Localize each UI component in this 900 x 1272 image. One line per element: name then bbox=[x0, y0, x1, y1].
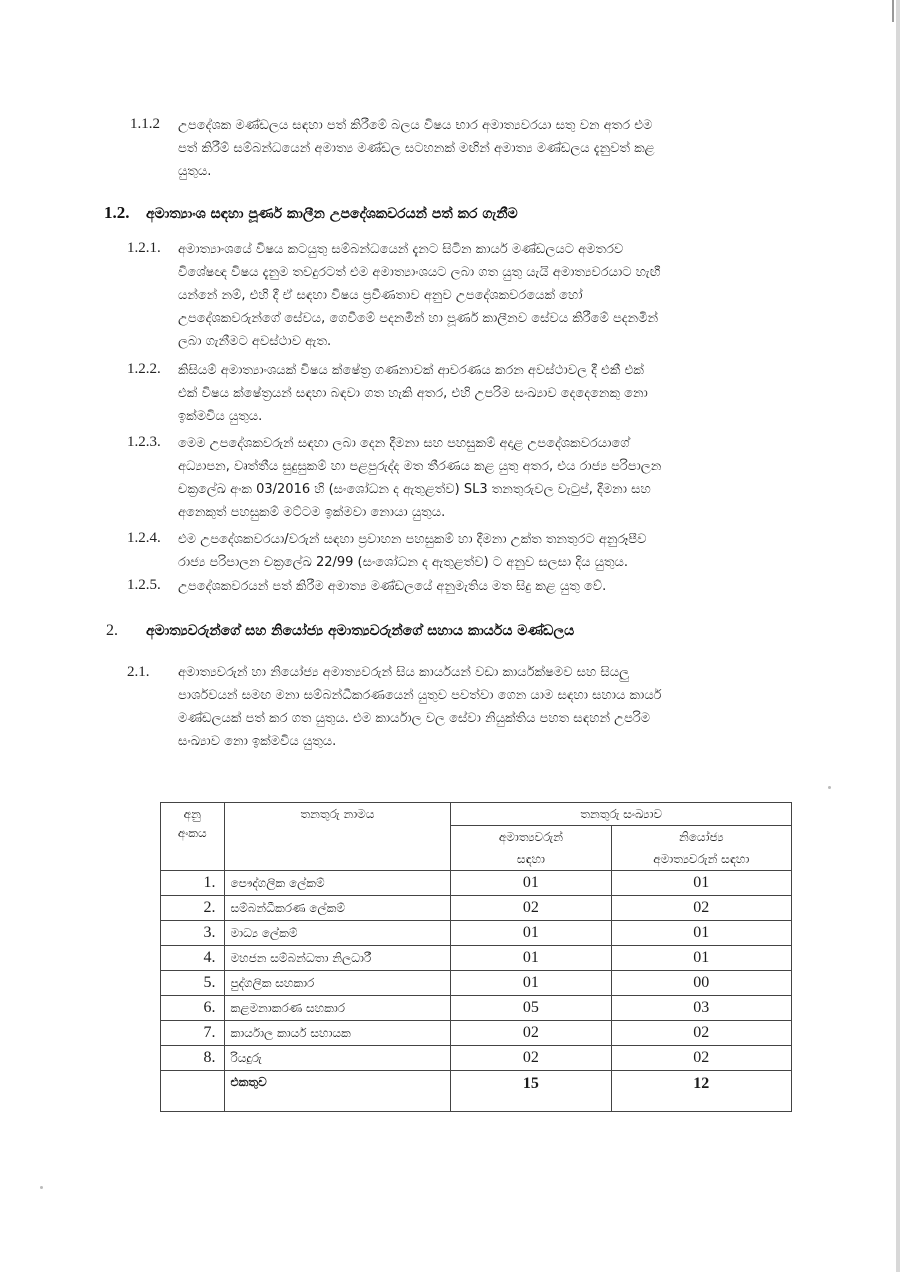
ministers-count: 02 bbox=[451, 896, 611, 921]
table-row bbox=[161, 996, 792, 1021]
deputy-count: 01 bbox=[611, 946, 791, 971]
paragraph-line: අනෙකුත් පහසුකම් මට්ටම ඉක්මවා නොයා යුතුය. bbox=[178, 505, 446, 520]
row-number: 6. bbox=[161, 996, 225, 1021]
total-deputy: 12 bbox=[611, 1071, 791, 1112]
header-deputy-ministers bbox=[611, 826, 791, 871]
paragraph-line: උපදේශකවරුන්ගේ සේවය, ගෙවීමේ පදනමින් හා පූර්ණ කාලීනව සේවය කිරීමේ පදනමින් bbox=[178, 311, 659, 326]
position-name: මාධ්‍ය ලේකම් bbox=[224, 921, 451, 946]
position-name: පුද්ගලික සහකාර bbox=[224, 971, 451, 996]
heading-number: 1.2. bbox=[104, 203, 130, 222]
paragraph-1-1-2 bbox=[178, 114, 756, 183]
section-number: 1.1.2 bbox=[130, 116, 160, 132]
table-row bbox=[161, 871, 792, 896]
table-row bbox=[161, 1046, 792, 1071]
header-position-name: තනතුරු නාමය bbox=[224, 803, 451, 871]
row-number: 8. bbox=[161, 1046, 225, 1071]
heading-number: 2. bbox=[106, 622, 118, 639]
paragraph-1-2-3 bbox=[178, 432, 756, 524]
position-name: සම්බන්ධීකරණ ලේකම් bbox=[224, 896, 451, 921]
paragraph-line: අමාත්‍යවරුන් හා නියෝජ්‍ය අමාත්‍යවරුන් සිය කාර්යයන් වඩා කාර්යක්ෂමව සහ සියලු bbox=[178, 665, 629, 680]
page-edge-shadow bbox=[896, 0, 900, 1272]
paragraph-1-2-4 bbox=[178, 528, 756, 574]
deputy-count: 02 bbox=[611, 896, 791, 921]
header-text: අමාත්‍යවරුන් bbox=[498, 830, 563, 844]
ministers-count: 01 bbox=[451, 921, 611, 946]
deputy-count: 03 bbox=[611, 996, 791, 1021]
header-text: සඳහා bbox=[516, 852, 545, 866]
paragraph-line: පත් කිරීම් සම්බන්ධයෙන් අමාත්‍ය මණ්ඩල සටහනක් මඟින් අමාත්‍ය මණ්ඩලය දැනුවත් කළ bbox=[178, 141, 655, 156]
paragraph-line: මෙම උපදේශකවරුන් සඳහා ලබා දෙන දීමනා සහ පහසුකම් අදාළ උපදේශකවරයාගේ bbox=[178, 436, 630, 451]
table-row bbox=[161, 921, 792, 946]
table-row bbox=[161, 896, 792, 921]
paragraph-1-2-1 bbox=[178, 238, 756, 353]
row-number: 7. bbox=[161, 1021, 225, 1046]
ministers-count: 02 bbox=[451, 1046, 611, 1071]
paragraph-line: එක් විෂය ක්ෂේත්‍රයන් සඳහා බඳවා ගත හැකි අතර, එහි උපරිම සංඛ්‍යාව දෙදෙනෙකු නො bbox=[178, 386, 648, 401]
paragraph-line: මණ්ඩලයක් පත් කර ගත යුතුය. එම කාර්යාල වල සේවා නියුක්තිය පහත සඳහන් උපරිම bbox=[178, 711, 651, 726]
section-heading: අමාත්‍යවරුන්ගේ සහ නියෝජ්‍ය අමාත්‍යවරුන්ගේ සහාය කාර්යය මණ්ඩලය bbox=[146, 623, 575, 639]
row-number: 3. bbox=[161, 921, 225, 946]
paragraph-line: එම උපදේශකවරයා/වරුන් සඳහා ප්‍රවාහන පහසුකම් හා දීමනා උක්ත තනතුරට අනුරූපීව bbox=[178, 532, 647, 547]
ministers-count: 01 bbox=[451, 971, 611, 996]
position-name: කාර්යාල කාර්ය සහායක bbox=[224, 1021, 451, 1046]
position-name: පෞද්ගලික ලේකම් bbox=[224, 871, 451, 896]
section-number: 1.2.2. bbox=[127, 361, 161, 377]
section-number: 1.2.4. bbox=[127, 530, 161, 546]
table-row bbox=[161, 1021, 792, 1046]
total-empty-cell bbox=[161, 1071, 225, 1112]
paragraph-line: ඉක්මවිය යුතුය. bbox=[178, 409, 263, 424]
table-total-row bbox=[161, 1071, 792, 1112]
row-number: 5. bbox=[161, 971, 225, 996]
header-text: අනු bbox=[183, 807, 201, 821]
staff-positions-table bbox=[160, 802, 792, 1112]
deputy-count: 02 bbox=[611, 1046, 791, 1071]
paragraph-line: යුතුය. bbox=[178, 164, 212, 179]
ministers-count: 05 bbox=[451, 996, 611, 1021]
paragraph-line: අධ්‍යාපන, වෘත්තීය සුදුසුකම් හා පළපුරුද්ද මත තීරණය කළ යුතු අතර, එය රාජ්‍ය පරිපාලන bbox=[178, 459, 662, 474]
table-row bbox=[161, 946, 792, 971]
header-position-count: තනතුරු සංඛ්‍යාව bbox=[451, 803, 792, 826]
paragraph-line: චක්‍රලේඛ අංක 03/2016 හි (සංශෝධන ද ඇතුළත්ව) SL3 තනතුරුවල වැටුප්, දීමනා සහ bbox=[178, 482, 651, 497]
ministers-count: 02 bbox=[451, 1021, 611, 1046]
scan-speck bbox=[40, 1186, 43, 1189]
header-ministers bbox=[451, 826, 611, 871]
paragraph-line: ලබා ගැනීමට අවස්ථාව ඇත. bbox=[178, 334, 332, 349]
paragraph-line: රාජ්‍ය පරිපාලන චක්‍රලේඛ 22/99 (සංශෝධන ද ඇතුළත්ව) ට අනුව සලසා දිය යුතුය. bbox=[178, 555, 628, 570]
section-number: 1.2.1. bbox=[127, 240, 161, 256]
paragraph-line: පාර්ශවයන් සමඟ මනා සම්බන්ධීකරණයෙන් යුතුව පවත්වා ගෙන යාම සඳහා සහාය කාර්ය bbox=[178, 688, 662, 703]
total-ministers: 15 bbox=[451, 1071, 611, 1112]
paragraph-1-2-5 bbox=[178, 575, 756, 598]
paragraph-1-2-2 bbox=[178, 359, 756, 428]
section-number: 1.2.5. bbox=[127, 577, 161, 593]
deputy-count: 01 bbox=[611, 871, 791, 896]
row-number: 4. bbox=[161, 946, 225, 971]
ministers-count: 01 bbox=[451, 946, 611, 971]
header-text: නියෝජ්‍ය bbox=[678, 830, 724, 844]
paragraph-line: සංඛ්‍යාව නො ඉක්මවිය යුතුය. bbox=[178, 734, 337, 749]
section-number: 1.2.3. bbox=[127, 434, 161, 450]
position-name: මහජන සම්බන්ධතා නිලධාරී bbox=[224, 946, 451, 971]
section-number: 2.1. bbox=[127, 664, 150, 680]
position-name: කළමනාකරණ සහකාර bbox=[224, 996, 451, 1021]
paragraph-2-1 bbox=[178, 661, 756, 753]
paragraph-line: යන්නේ නම්, එහි දී ඒ සඳහා විෂය ප්‍රවීණතාව අනුව උපදේශකවරයෙක් හෝ bbox=[178, 288, 583, 303]
position-name: රියදුරු bbox=[224, 1046, 451, 1071]
deputy-count: 02 bbox=[611, 1021, 791, 1046]
deputy-count: 01 bbox=[611, 921, 791, 946]
scan-speck bbox=[828, 786, 831, 789]
scan-corner-mark bbox=[892, 0, 894, 22]
paragraph-line: විශේෂඥ විෂය දැනුම තවදුරටත් එම අමාත්‍යාංශයට ලබා ගත යුතු යැයි අමාත්‍යවරයාට හැඟී bbox=[178, 265, 661, 280]
header-text: අංකය bbox=[177, 826, 207, 840]
header-text: අමාත්‍යවරුන් සඳහා bbox=[653, 852, 750, 866]
ministers-count: 01 bbox=[451, 871, 611, 896]
paragraph-line: අමාත්‍යාංශයේ විෂය කටයුතු සම්බන්ධයෙන් දැනට සිටින කාර්ය මණ්ඩලයට අමතරව bbox=[178, 242, 624, 257]
header-serial-no bbox=[161, 803, 225, 871]
total-label: එකතුව bbox=[224, 1071, 451, 1112]
deputy-count: 00 bbox=[611, 971, 791, 996]
section-heading: අමාත්‍යාංශ සඳහා පූර්ණ කාලීන උපදේශකවරයන් පත් කර ගැනීම bbox=[146, 206, 518, 222]
table-header-row bbox=[161, 803, 792, 826]
row-number: 1. bbox=[161, 871, 225, 896]
paragraph-line: උපදේශකවරයන් පත් කිරීම අමාත්‍ය මණ්ඩලයේ අනුමැතිය මත සිදු කළ යුතු වේ. bbox=[178, 579, 607, 594]
table-row bbox=[161, 971, 792, 996]
paragraph-line: උපදේශක මණ්ඩලය සඳහා පත් කිරීමේ බලය විෂය භාර අමාත්‍යවරයා සතු වන අතර එම bbox=[178, 118, 653, 133]
paragraph-line: කිසියම් අමාත්‍යාංශයක් විෂය ක්ෂේත්‍ර ගණනාවක් ආවරණය කරන අවස්ථාවල දී එකී එක් bbox=[178, 363, 644, 378]
row-number: 2. bbox=[161, 896, 225, 921]
